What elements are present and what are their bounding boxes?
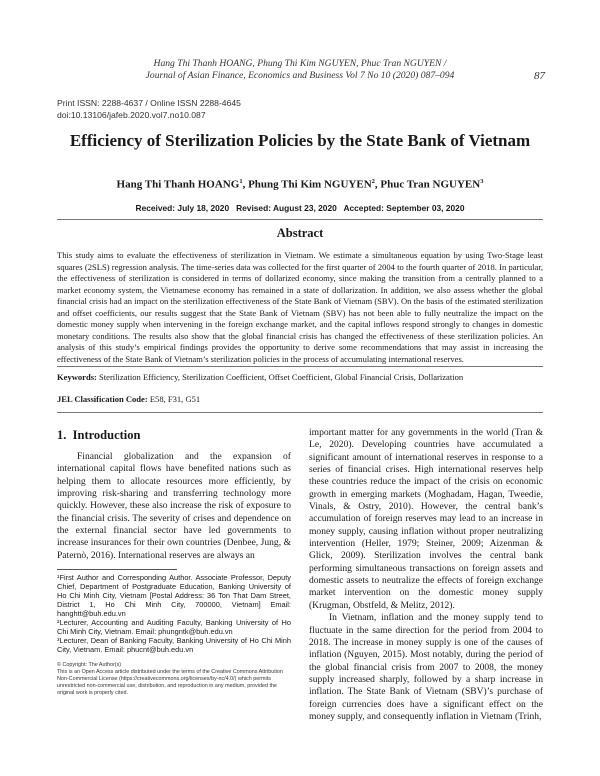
intro-right-paragraph: important matter for any governments in the world (Tran & Le, 2020). Developing countries have accumulated a significant amount of international reserves in response to a series of financial crises. High international reserves help these countries reduce the impact of the crisis on economic growth in emerging markets (Moghadam, Hagan, Tweedie, Vinals, & Ostry, 2010). However, the central bank’s accumulation of foreign reserves may lead to an increase in money supply, causing inflation without proper neutralizing intervention (Heller, 1979; Steiner, 2009; Aizenman & Glick, 2009). Sterilization involves the central bank performing simultaneous transactions on foreign assets and domestic assets to neutralize the effects of foreign exchange market intervention on the domestic money supply (Krugman, Obstfeld, & Melitz, 2012). — [309, 427, 543, 611]
author-affiliation-mark: 3 — [480, 178, 484, 185]
abstract-text: This study aims to evaluate the effectiveness of sterilization in Vietnam. We estimate a simultaneous equation by using Two-Stage least squares (2SLS) regression analysis. The time-series data was collected for the first quarter of 2004 to the fourth quarter of 2018. In particular, the effectiveness of sterilization is considered in terms of dollarized economy, since making the transition from a centrally planned to a market economy system, the Vietnamese economy has remained in a state of dollarization. In addition, we also assess whether the global financial crisis had an impact on the sterilization effectiveness of the State Bank of Vietnam (SBV). On the basis of the estimated sterilization and offset coefficients, our results suggest that the State Bank of Vietnam (SBV) has not been able to fully neutralize the impact on the domestic money supply when intervening in the foreign exchange market, and the capital inflows respond strongly to changes in domestic monetary conditions. The results also show that the global financial crisis has changed the effectiveness of these sterilization policies. An analysis of this study’s empirical findings provides the opportunity to derive some recommendations that may assist in increasing the effectiveness of the State Bank of Vietnam’s sterilization policies in the process of accumulating international reserves. — [57, 250, 543, 364]
footnote-second-author: ²Lecturer, Accounting and Auditing Faculty, Banking University of Ho Chi Minh City, Vietnam. Email: phungntk@buh.edu.vn — [57, 618, 291, 637]
article-title: Efficiency of Sterilization Policies by the State Bank of Vietnam — [69, 131, 531, 150]
intro-right-column — [309, 427, 543, 723]
running-header — [0, 58, 600, 82]
author-name: Hang Thi Thanh HOANG — [116, 178, 240, 191]
section-heading: 1. Introduction — [57, 428, 141, 442]
license-text: This is an Open Access article distributed under the terms of the Creative Commons Attribution Non-Commercial License (https://creativecommons.org/licenses/by-nc/4.0/) which permits unrestricted non-commercial use, distribution, and reproduction in any medium, provided the original work is properly cited. — [57, 669, 283, 697]
divider — [57, 219, 543, 220]
author-name: Phuc Tran NGUYEN — [380, 178, 481, 191]
author-affiliation-mark: 1 — [239, 178, 243, 185]
footnote-third-author: ³Lecturer, Dean of Banking Faculty, Banking University of Ho Chi Minh City, Vietnam. Email: phucnt@buh.edu.vn — [57, 636, 291, 655]
copyright-block — [57, 662, 291, 697]
keywords-text: Sterilization Efficiency, Sterilization Coefficient, Offset Coefficient, Global Financial Crisis, Dollarization — [96, 372, 464, 382]
issn-block — [57, 97, 241, 121]
abstract-heading: Abstract — [276, 226, 324, 240]
page-number: 87 — [534, 70, 545, 82]
jel-label: JEL Classification Code: — [57, 394, 148, 404]
doi-line[interactable]: doi:10.13106/jafeb.2020.vol7.no10.087 — [57, 110, 206, 120]
keywords-label: Keywords: — [57, 372, 97, 382]
copyright-line: © Copyright: The Author(s) — [57, 662, 122, 668]
intro-right-paragraph: In Vietnam, inflation and the money supply tend to fluctuate in the same direction for the period from 2004 to 2018. The increase in money supply is one of the causes of inflation (Nguyen, 2015). Most notably, during the period of the global financial crisis from 2007 to 2008, the money supply increased sharply, followed by a sharp increase in inflation. The State Bank of Vietnam (SBV)’s purchase of foreign currencies does have a significant effect on the money supply, and consequently inflation in Vietnam (Trinh, — [309, 612, 543, 722]
issn-line: Print ISSN: 2288-4637 / Online ISSN 2288-4645 — [57, 98, 241, 108]
author-affiliation-mark: 2 — [371, 178, 375, 185]
intro-left-paragraph: Financial globalization and the expansion of international capital flows have benefited nations such as helping them to allocate resources more efficiently, by improving risk-sharing and transferring technology more quickly. However, these also increase the risk of exposure to the financial crisis. The severity of crises and dependence on the external financial sector have led governments to increase insurances for their own countries (Denbee, Jung, & Paternò, 2016). International reserves are always an — [57, 451, 291, 561]
divider — [57, 412, 543, 413]
jel-line — [57, 394, 543, 405]
running-header-authors: Hang Thi Thanh HOANG, Phung Thi Kim NGUYEN, Phuc Tran NGUYEN / — [153, 58, 447, 69]
jel-codes: E58, F31, G51 — [147, 394, 201, 404]
footnote-divider — [57, 569, 177, 570]
author-name: Phung Thi Kim NGUYEN — [248, 178, 372, 191]
running-header-journal: Journal of Asian Finance, Economics and Business Vol 7 No 10 (2020) 087–094 — [145, 70, 455, 81]
author-line: Hang Thi Thanh HOANG$^1$, Phung Thi Kim NGUYEN$^2$, Phuc Tran NGUYEN$^3$ — [116, 178, 484, 191]
keywords-line — [57, 372, 543, 383]
article-dates: Received: July 18, 2020 Revised: August 23, 2020 Accepted: September 03, 2020 — [135, 203, 465, 213]
divider — [57, 366, 543, 367]
footnote-first-author: ¹First Author and Corresponding Author. Associate Professor, Deputy Chief, Department of Postgraduate Education, Banking University of Ho Chi Minh City, Vietnam [Postal Address: 36 Ton That Dam Street, District 1, Ho Chi Minh City, 700000, Vietnam] Email: hanghtt@buh.edu.vn — [57, 573, 291, 619]
